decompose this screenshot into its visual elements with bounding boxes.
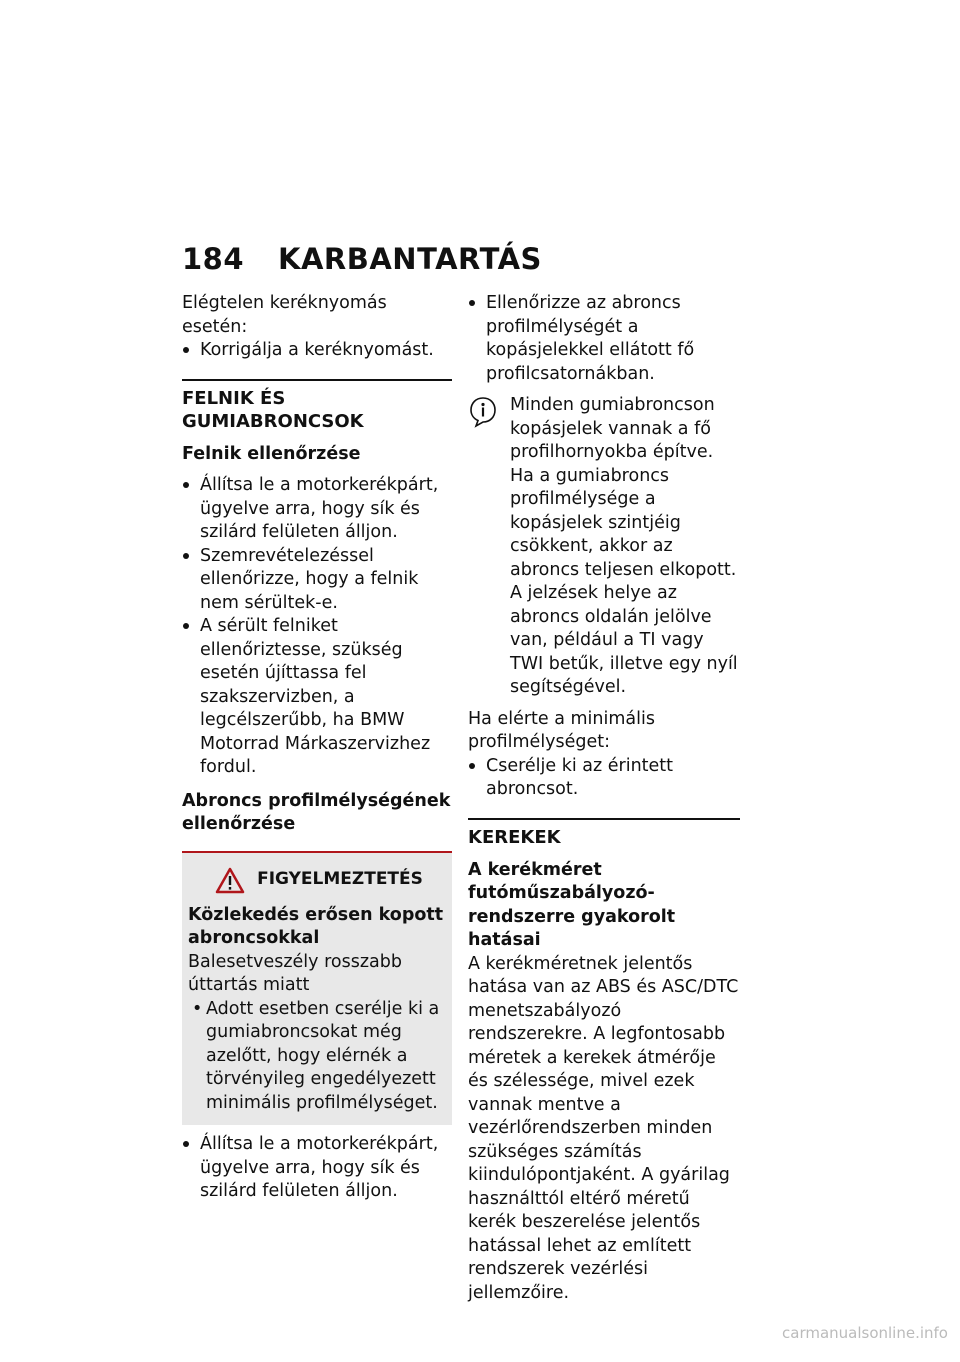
warning-box bbox=[182, 851, 452, 1126]
section-heading: FELNIK ÉS GUMIABRONCSOK bbox=[182, 379, 452, 433]
warning-text: Balesetveszély rosszabb úttartás miatt bbox=[188, 951, 402, 995]
paragraph: A kerékméretnek jelentős hatása van az ABS és ASC/DTC menetszabályozó rendszerekre. A legfontosabb méretek a kerekek átmérője és szélessége, mivel ezek vannak mentve a vezérlőrendszerben minden szükséges számítás kiindulópontjaként. A gyárilag használttól eltérő méretű kerék beszerelése jelentős hatással lehet az említett rendszerek vezérlési jellemzőire. bbox=[468, 953, 739, 1303]
bullet-item: Cserélje ki az érintett abroncsot. bbox=[468, 755, 740, 802]
subsection-heading: A kerékméret futóműszabályozó-rendszerre gyakorolt hatásai bbox=[468, 859, 676, 950]
warning-bullet: • Adott esetben cserélje ki a gumiabroncsokat még azelőtt, hogy elérnék a törvényileg engedélyezett minimális profilmélységet. bbox=[188, 998, 450, 1116]
paragraph: Ha elérte a minimális profilmélységet: bbox=[468, 708, 655, 752]
subsection-heading: Abroncs profilmélységének ellenőrzése bbox=[182, 790, 451, 834]
left-column bbox=[182, 292, 452, 1204]
section-heading: KEREKEK bbox=[468, 818, 740, 849]
info-text: Minden gumiabroncson kopásjelek vannak a fő profilhornyokba építve. Ha a gumiabroncs profilmélysége a kopásjelek szintjéig csökkent, akkor az abroncs teljesen elkopott. A jelzések helye az abroncs oldalán jelölve van, például a TI vagy TWI betűk, illetve egy nyíl segítségével. bbox=[510, 395, 738, 697]
warning-heading: Közlekedés erősen kopott abroncsokkal bbox=[188, 904, 444, 948]
page-header bbox=[182, 242, 542, 276]
bullet-item: Szemrevételezéssel ellenőrizze, hogy a felnik nem sérültek-e. bbox=[182, 545, 452, 616]
info-icon bbox=[468, 396, 498, 428]
bullet-item: A sérült felniket ellenőriztesse, szükség esetén újíttassa fel szakszervizben, a legcélszerűbb, ha BMW Motorrad Márkaszervizhez fordul. bbox=[182, 615, 452, 780]
bullet-item: Állítsa le a motorkerékpárt, ügyelve arra, hogy sík és szilárd felületen álljon. bbox=[182, 474, 452, 545]
watermark-link[interactable]: carmanualsonline.info bbox=[782, 1324, 948, 1342]
right-column bbox=[468, 292, 740, 1305]
warning-triangle-icon bbox=[215, 867, 245, 894]
subsection-heading: Felnik ellenőrzése bbox=[182, 443, 361, 464]
page-number: 184 bbox=[182, 242, 245, 276]
paragraph: Elégtelen keréknyomás esetén: bbox=[182, 293, 387, 337]
warning-label: FIGYELMEZTETÉS bbox=[257, 869, 423, 890]
bullet-item: Állítsa le a motorkerékpárt, ügyelve arra, hogy sík és szilárd felületen álljon. bbox=[182, 1133, 452, 1204]
warning-header bbox=[188, 867, 450, 894]
bullet-item: Ellenőrizze az abroncs profilmélységét a kopásjelekkel ellátott fő profilcsatornákban. bbox=[468, 292, 740, 386]
bullet-item: Korrigálja a keréknyomást. bbox=[182, 339, 452, 363]
info-box bbox=[468, 394, 740, 700]
page-title: KARBANTARTÁS bbox=[278, 242, 542, 276]
